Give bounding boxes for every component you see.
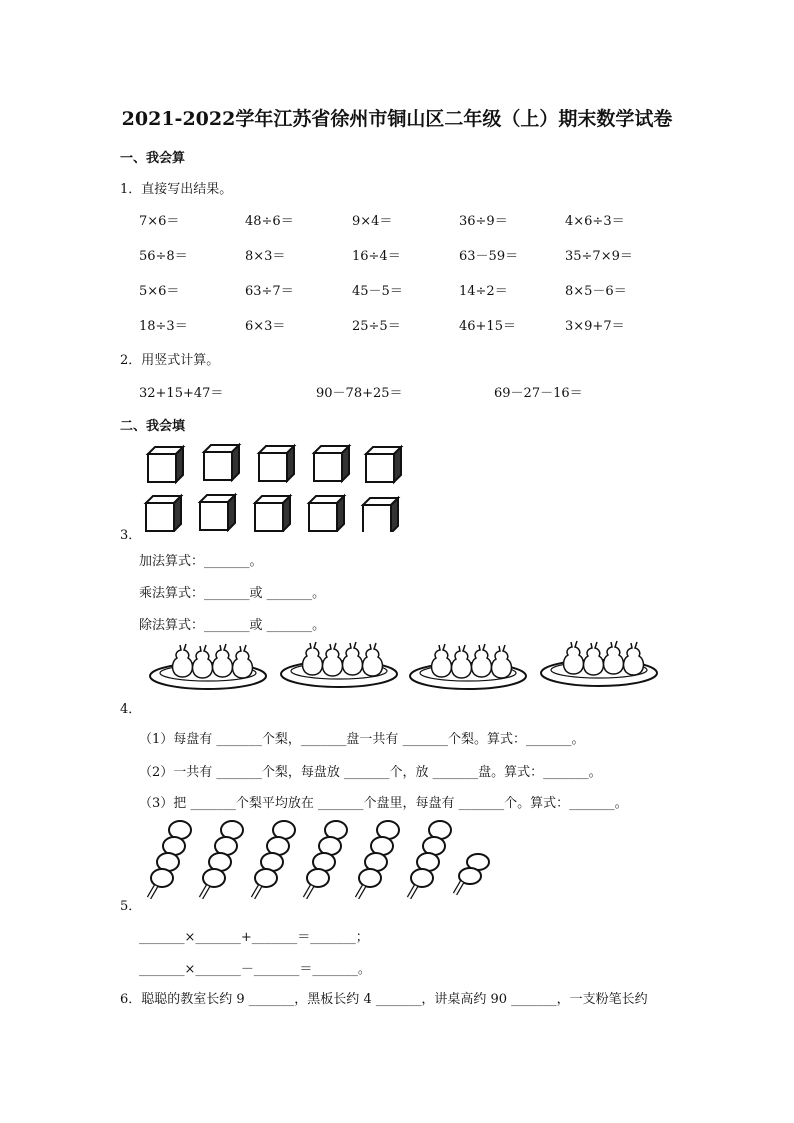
q1-item: 48÷6＝ [245, 214, 294, 229]
q1-item: 9×4＝ [352, 214, 393, 229]
q1-item: 46+15＝ [459, 319, 516, 334]
cube-icon [366, 447, 401, 482]
q1-item: 3×9+7＝ [565, 319, 625, 334]
cubes-figure [138, 440, 418, 532]
q1-item: 8×3＝ [245, 249, 286, 264]
cube-icon [314, 446, 349, 481]
plate-icon [410, 644, 526, 689]
q5-line: _______×_______+_______＝_______； [139, 930, 369, 945]
fruit-stick-icon [409, 821, 451, 898]
q4-line: （1）每盘有 _______个梨，_______盘一共有 _______个梨。算式：_______。 [139, 732, 585, 747]
q1-item: 5×6＝ [139, 284, 180, 299]
q1-item: 4×6÷3＝ [565, 214, 625, 229]
q1-item: 18÷3＝ [139, 319, 188, 334]
q3-number: 3． [120, 528, 142, 543]
cube-icon [255, 496, 290, 531]
q3-line: 除法算式：_______或 _______。 [139, 618, 326, 633]
page-title: 2021-2022学年江苏省徐州市铜山区二年级（上）期末数学试卷 [121, 108, 673, 130]
q4-line: （3）把 _______个梨平均放在 _______个盘里，每盘有 _______个。算式：_______。 [139, 796, 628, 811]
q2-prompt: 2．用竖式计算。 [120, 353, 220, 368]
q6-text: 6．聪聪的教室长约 9 _______，黑板长约 4 _______，讲桌高约 90 _______，一支粉笔长约 [120, 992, 648, 1007]
section-1-heading: 一、我会算 [120, 151, 186, 166]
q1-item: 36÷9＝ [459, 214, 508, 229]
cube-icon [146, 496, 181, 531]
fruit-stick-icon [455, 854, 489, 894]
q1-item: 35÷7×9＝ [565, 249, 633, 264]
q3-line: 乘法算式：_______或 _______。 [139, 586, 326, 601]
q1-item: 25÷5＝ [352, 319, 401, 334]
pear-plates-figure [145, 640, 665, 694]
q1-item: 14÷2＝ [459, 284, 508, 299]
q4-line: （2）一共有 _______个梨，每盘放 _______个，放 _______盘。算式：_______。 [139, 765, 602, 780]
q1-prompt: 1．直接写出结果。 [120, 182, 233, 197]
q3-line: 加法算式：_______。 [139, 554, 263, 569]
q2-item: 32+15+47＝ [139, 386, 224, 401]
fruit-stick-icon [357, 821, 399, 898]
plate-icon [541, 641, 657, 686]
q2-item: 69－27－16＝ [494, 386, 583, 401]
q1-item: 63－59＝ [459, 249, 519, 264]
fruit-stick-icon [149, 821, 191, 898]
q5-line: _______×_______－_______＝_______。 [139, 962, 371, 977]
q1-item: 7×6＝ [139, 214, 180, 229]
fruit-stick-icon [253, 821, 295, 898]
q1-item: 8×5－6＝ [565, 284, 627, 299]
q1-item: 56÷8＝ [139, 249, 188, 264]
cube-icon [148, 447, 183, 482]
q2-item: 90－78+25＝ [316, 386, 403, 401]
cube-icon [363, 498, 398, 532]
q4-number: 4． [120, 702, 142, 717]
cube-icon [200, 495, 235, 530]
plate-icon [281, 642, 397, 687]
q1-item: 6×3＝ [245, 319, 286, 334]
q1-item: 16÷4＝ [352, 249, 401, 264]
section-2-heading: 二、我会填 [120, 419, 186, 434]
fruit-sticks-figure [140, 818, 500, 900]
cube-icon [309, 496, 344, 531]
cube-icon [204, 445, 239, 480]
plate-icon [150, 644, 266, 689]
q1-item: 63÷7＝ [245, 284, 294, 299]
q5-number: 5． [120, 899, 142, 914]
cube-icon [259, 446, 294, 481]
fruit-stick-icon [305, 821, 347, 898]
q1-item: 45－5＝ [352, 284, 403, 299]
fruit-stick-icon [201, 821, 243, 898]
